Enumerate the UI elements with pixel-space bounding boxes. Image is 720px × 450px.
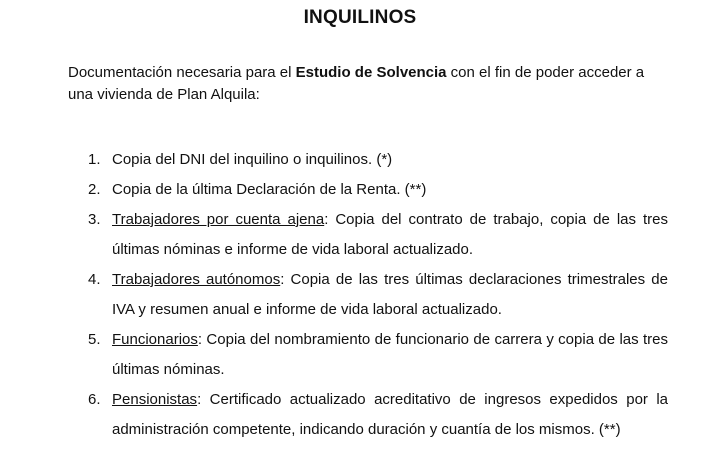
list-item <box>68 205 668 265</box>
intro-text-start: Documentación necesaria para el <box>68 64 296 81</box>
list-item-number: 6. <box>88 391 101 408</box>
list-item <box>68 325 668 385</box>
list-item-number: 4. <box>88 271 101 288</box>
list-item-text: : Certificado actualizado acreditativo de ingresos expedidos por la administración competente, indicando duración y cuantía de los mismos. (**) <box>112 391 668 438</box>
list-item <box>68 385 668 445</box>
list-item-text: Copia del DNI del inquilino o inquilinos. (*) <box>112 151 393 168</box>
list-item-number: 1. <box>88 151 101 168</box>
document-title: INQUILINOS <box>303 7 417 28</box>
list-item <box>68 265 668 325</box>
list-item-number: 2. <box>88 181 101 198</box>
list-item-category: Trabajadores por cuenta ajena <box>112 211 325 228</box>
list-item <box>68 145 668 175</box>
list-item-text: : Copia de las tres últimas declaraciones trimestrales de IVA y resumen anual e informe de vida laboral actualizado. <box>112 271 668 318</box>
intro-text-end: con el fin de poder acceder a una vivienda de Plan Alquila: <box>68 64 645 103</box>
list-item-text: : Copia del contrato de trabajo, copia de las tres últimas nóminas e informe de vida laboral actualizado. <box>112 211 668 258</box>
list-item-category: Trabajadores autónomos <box>112 271 281 288</box>
list-item-number: 5. <box>88 331 101 348</box>
list-item-text: : Copia del nombramiento de funcionario de carrera y copia de las tres últimas nóminas. <box>112 331 668 378</box>
intro-bold-term: Estudio de Solvencia <box>295 64 447 81</box>
list-item-category: Pensionistas <box>112 391 198 408</box>
intro-paragraph <box>68 62 668 106</box>
list-item-category: Funcionarios <box>112 331 198 348</box>
requirements-list <box>68 145 668 445</box>
list-item-text: Copia de la última Declaración de la Renta. (**) <box>112 181 427 198</box>
list-item-number: 3. <box>88 211 101 228</box>
list-item <box>68 175 668 205</box>
